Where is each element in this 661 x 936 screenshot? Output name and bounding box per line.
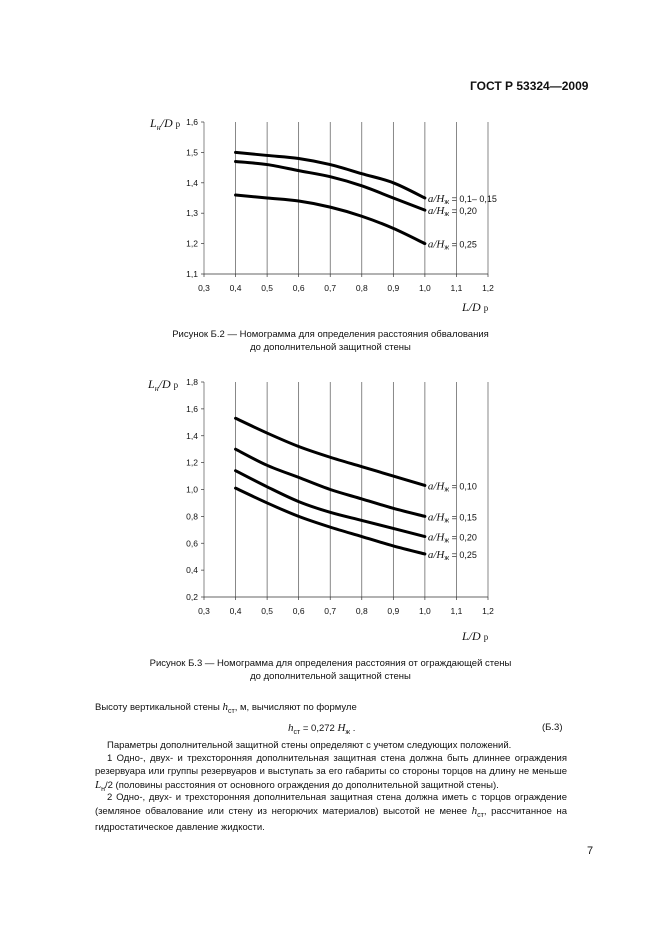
fig3-y-tick-label: 1,2 [186, 457, 198, 468]
fig3-y-tick-label: 0,6 [186, 538, 198, 549]
fig2-y-tick-label: 1,1 [186, 269, 198, 279]
fig3-x-tick-label: 0,6 [292, 606, 305, 616]
fig3-y-tick-label: 0,8 [186, 511, 198, 522]
fig3-x-axis-label: L/D р [462, 629, 489, 643]
fig3-y-axis-label: $L_н/D$ р [148, 377, 179, 393]
figure-b3-chart [147, 377, 494, 643]
fig2-x-tick-label: 0,7 [324, 283, 337, 293]
fig3-y-tick-label: 1,0 [186, 484, 198, 495]
paragraph-wall-height: Высоту вертикальной стены $h_{ст}$, м, вычисляют по формуле [95, 701, 357, 715]
fig2-caption-line1: Рисунок Б.2 — Номограмма для определения расстояния обвалования [172, 329, 489, 340]
fig3-y-tick-label: 1,8 [186, 377, 198, 387]
fig2-x-tick-label: 0,5 [261, 283, 274, 293]
fig3-x-tick-label: 0,9 [387, 606, 400, 616]
fig3-caption-line1: Рисунок Б.3 — Номограмма для определения расстояния от ограждающей стены [149, 658, 512, 669]
fig3-caption-line2: до дополнительной защитной стены [250, 671, 411, 682]
fig2-y-tick-label: 1,6 [186, 117, 198, 127]
fig2-x-tick-label: 0,6 [292, 283, 305, 293]
fig3-x-tick-label: 0,4 [229, 606, 242, 616]
paragraph-item-2: 2 Одно-, двух- и трехсторонняя дополнительная защитная стена должна иметь с торцов ограждение (земляное обвалование или стену из негорючих материалов) высотой не менее $h_{ст}$, рассчитанное на гидростатическое давление жидкости. [95, 792, 567, 834]
fig2-y-axis-label: $L_н/D$ р [150, 116, 181, 132]
figure-b2-caption [0, 328, 661, 354]
fig3-x-tick-label: 0,7 [324, 606, 337, 616]
fig2-y-tick-label: 1,3 [186, 208, 198, 219]
fig2-y-tick-label: 1,2 [186, 238, 198, 249]
figure-b2-chart [149, 116, 497, 314]
document-header: ГОСТ Р 53324—2009 [470, 79, 589, 93]
fig2-y-tick-label: 1,5 [186, 147, 198, 158]
fig2-curve-label-1: $a/H_ж = 0,20$ [427, 205, 477, 219]
fig2-x-axis-label: L/D р [462, 300, 489, 314]
fig2-x-tick-label: 1,2 [482, 283, 494, 293]
fig3-y-tick-label: 0,4 [186, 565, 198, 576]
fig3-curve-label-1: $a/H_ж = 0,15$ [427, 511, 477, 525]
figure-b3-caption [0, 657, 661, 683]
fig3-x-tick-label: 1,1 [450, 606, 463, 616]
fig2-x-tick-label: 0,9 [387, 283, 400, 293]
fig2-curve-label-0: $a/H_ж = 0,1-$ 0,15 [427, 193, 497, 206]
fig3-y-tick-label: 1,4 [186, 430, 198, 441]
fig2-x-tick-label: 0,3 [198, 283, 210, 293]
fig3-x-tick-label: 0,8 [355, 606, 368, 616]
fig3-x-tick-label: 0,3 [198, 606, 210, 616]
fig2-x-tick-label: 0,4 [229, 283, 242, 293]
fig2-x-tick-label: 0,8 [355, 283, 368, 293]
fig2-x-tick-label: 1,0 [418, 283, 431, 293]
fig2-x-tick-label: 1,1 [450, 283, 463, 293]
fig2-y-tick-label: 1,4 [186, 177, 198, 188]
fig3-curve-label-0: $a/H_ж = 0,10$ [427, 480, 477, 494]
fig3-y-tick-label: 0,2 [186, 592, 198, 602]
formula-number: (Б.3) [542, 722, 563, 733]
formula-b3: $h_{ст} = 0,272$ $H_ж$ . [288, 722, 356, 736]
fig3-y-tick-label: 1,6 [186, 403, 198, 414]
fig3-x-tick-label: 1,0 [418, 606, 431, 616]
fig2-curve-label-2: $a/H_ж = 0,25$ [427, 238, 477, 252]
paragraph-item-1: 1 Одно-, двух- и трехсторонняя дополнительная защитная стена должна быть длиннее ограждения резервуара или группы резервуаров и выступать за его габариты со стороны торцов на длину не меньше $L_н/2$ (половины расстояния от основного ограждения до дополнительной защитной стены). [95, 753, 567, 793]
fig3-x-tick-label: 0,5 [261, 606, 274, 616]
fig2-caption-line2: до дополнительной защитной стены [250, 342, 411, 353]
fig3-curve-label-3: $a/H_ж = 0,25$ [427, 549, 477, 562]
fig3-x-tick-label: 1,2 [482, 606, 494, 616]
paragraph-parameters: Параметры дополнительной защитной стены определяют с учетом следующих положений. [107, 740, 512, 751]
fig3-curve-label-2: $a/H_ж = 0,20$ [427, 531, 477, 545]
page-number: 7 [587, 845, 594, 857]
